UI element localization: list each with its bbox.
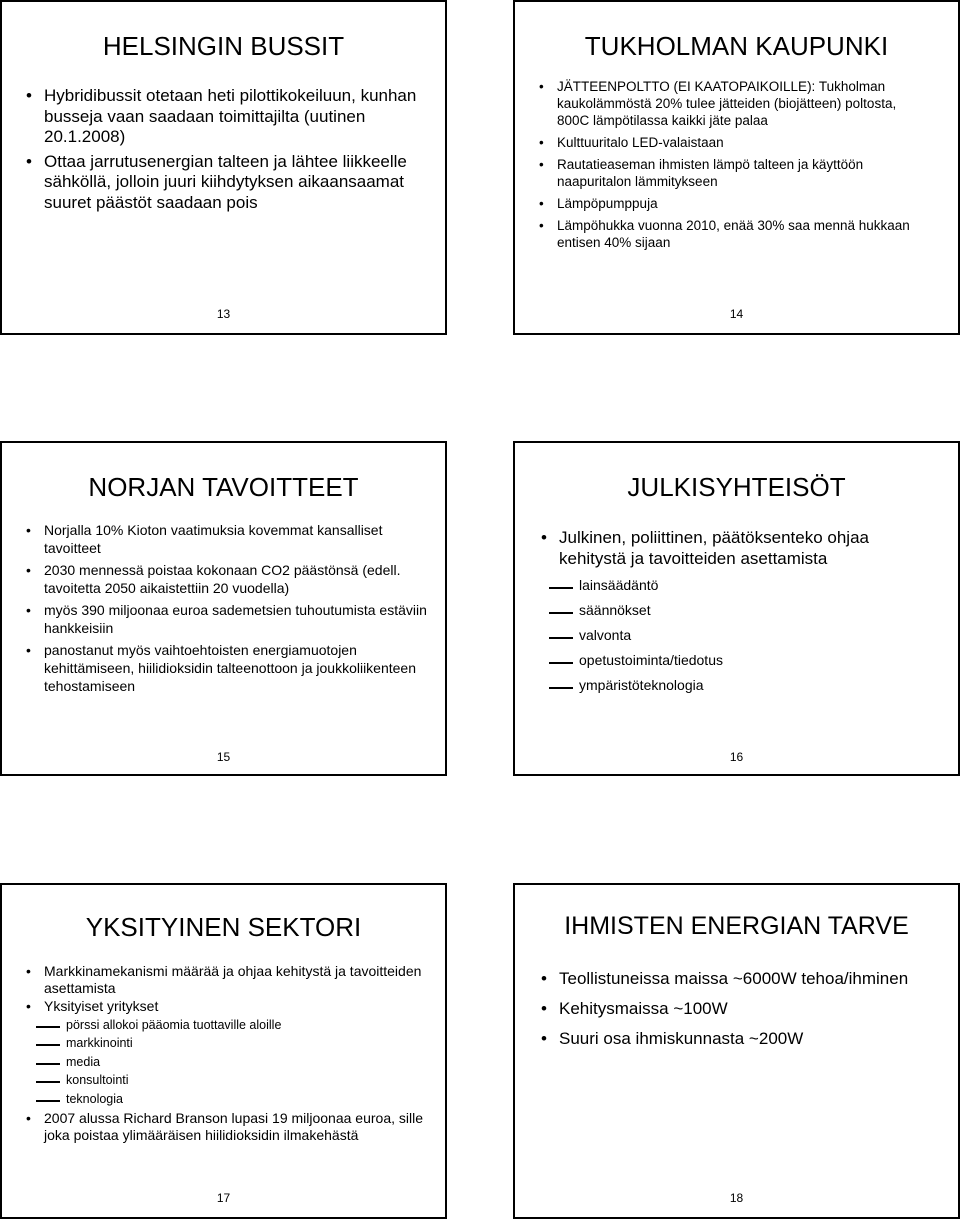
slide-13 bbox=[0, 0, 447, 335]
list-item: • Hybridibussit otetaan heti pilottikokeiluun, kunhan busseja vaan saadaan toimittajilta (uutinen 20.1.2008) bbox=[26, 86, 417, 146]
list-item: • 2030 mennessä poistaa kokonaan CO2 päästönsä (edell. tavoitetta 2050 aikaistettiin 20 vuodella) bbox=[26, 562, 401, 596]
slide-title: TUKHOLMAN KAUPUNKI bbox=[584, 31, 889, 61]
slide-18 bbox=[513, 883, 960, 1219]
dash-marker bbox=[36, 1100, 60, 1102]
bullet-list bbox=[26, 963, 429, 1143]
list-item: • Norjalla 10% Kioton vaatimuksia kovemmat kansalliset tavoitteet bbox=[26, 522, 383, 556]
slide-17 bbox=[0, 883, 447, 1219]
slide-title: JULKISYHTEISÖT bbox=[627, 472, 846, 502]
bullet-list bbox=[26, 86, 429, 213]
dash-marker bbox=[549, 662, 573, 664]
bullet-list bbox=[541, 527, 934, 698]
sub-item: teknologia bbox=[66, 1090, 429, 1109]
list-item: • Suuri osa ihmiskunnasta ~200W bbox=[541, 1029, 804, 1048]
slide-title: HELSINGIN BUSSIT bbox=[102, 31, 345, 61]
sub-item: konsultointi bbox=[66, 1071, 429, 1090]
page-number: 15 bbox=[216, 750, 231, 764]
sub-item: valvonta bbox=[579, 623, 934, 648]
list-item: • Teollistuneissa maissa ~6000W tehoa/ihminen bbox=[541, 969, 909, 988]
list-item: • Markkinamekanismi määrää ja ohjaa kehitystä ja tavoitteiden asettamista bbox=[26, 963, 422, 996]
page-number: 16 bbox=[729, 750, 744, 764]
page-number: 13 bbox=[216, 307, 231, 321]
dash-marker bbox=[36, 1063, 60, 1065]
page-number: 18 bbox=[729, 1191, 744, 1205]
sub-list bbox=[579, 573, 934, 698]
slide-16 bbox=[513, 441, 960, 776]
list-item: • Kulttuuritalo LED-valaistaan bbox=[539, 135, 724, 150]
dash-marker bbox=[549, 637, 573, 639]
dash-marker bbox=[36, 1081, 60, 1083]
sub-list bbox=[66, 1016, 429, 1109]
page-number: 17 bbox=[216, 1191, 231, 1205]
list-item: • JÄTTEENPOLTTO (EI KAATOPAIKOILLE): Tukholman kaukolämmöstä 20% tulee jätteiden (biojätteen) poltosta, 800C lämpötilassa kaikki jäte palaa bbox=[539, 79, 897, 128]
dash-marker bbox=[36, 1044, 60, 1046]
page-number: 14 bbox=[729, 307, 744, 321]
bullet-list bbox=[26, 521, 429, 695]
bullet-list bbox=[539, 78, 932, 251]
dash-marker bbox=[36, 1026, 60, 1028]
list-item: • Julkinen, poliittinen, päätöksenteko ohjaa kehitystä ja tavoitteiden asettamista lainsäädäntö säännökset valvonta opetustoiminta/tiedotus ympäristöteknologia bbox=[559, 527, 934, 698]
slide-14 bbox=[513, 0, 960, 335]
sub-item: opetustoiminta/tiedotus bbox=[579, 648, 934, 673]
sub-item: ympäristöteknologia bbox=[579, 673, 934, 698]
dash-marker bbox=[549, 612, 573, 614]
dash-marker bbox=[549, 587, 573, 589]
slide-title: YKSITYINEN SEKTORI bbox=[85, 912, 362, 942]
list-item: • 2007 alussa Richard Branson lupasi 19 miljoonaa euroa, sille joka poistaa ylimääräisen hiilidioksidin ilmakehästä bbox=[26, 1110, 424, 1143]
sub-item: pörssi allokoi pääomia tuottaville aloille bbox=[66, 1016, 429, 1035]
list-item: • Rautatieaseman ihmisten lämpö talteen ja käyttöön naapuritalon lämmitykseen bbox=[539, 157, 864, 189]
list-item: • Yksityiset yritykset pörssi allokoi pääomia tuottaville aloille markkinointi media konsultointi teknologia bbox=[44, 998, 429, 1108]
list-item: • Lämpöhukka vuonna 2010, enää 30% saa mennä hukkaan entisen 40% sijaan bbox=[539, 218, 910, 250]
list-item: • myös 390 miljoonaa euroa sademetsien tuhoutumista estäviin hankkeisiin bbox=[26, 602, 427, 636]
list-item: • Lämpöpumppuja bbox=[539, 196, 658, 211]
list-item: • Kehitysmaissa ~100W bbox=[541, 999, 728, 1018]
slide-title: IHMISTEN ENERGIAN TARVE bbox=[564, 912, 909, 940]
dash-marker bbox=[549, 687, 573, 689]
list-item: • Ottaa jarrutusenergian talteen ja lähtee liikkeelle sähköllä, jolloin juuri kiihdytyksen aikaansaamat suuret päästöt saadaan pois bbox=[26, 151, 407, 212]
sub-item: lainsäädäntö bbox=[579, 573, 934, 598]
sub-item: markkinointi bbox=[66, 1034, 429, 1053]
slide-title: NORJAN TAVOITTEET bbox=[88, 472, 359, 502]
bullet-list bbox=[541, 967, 919, 1051]
list-item: • panostanut myös vaihtoehtoisten energiamuotojen kehittämiseen, hiilidioksidin talteenottoon ja joukkoliikenteen tehostamiseen bbox=[26, 642, 417, 694]
sub-item: media bbox=[66, 1053, 429, 1072]
sub-item: säännökset bbox=[579, 598, 934, 623]
slide-15 bbox=[0, 441, 447, 776]
